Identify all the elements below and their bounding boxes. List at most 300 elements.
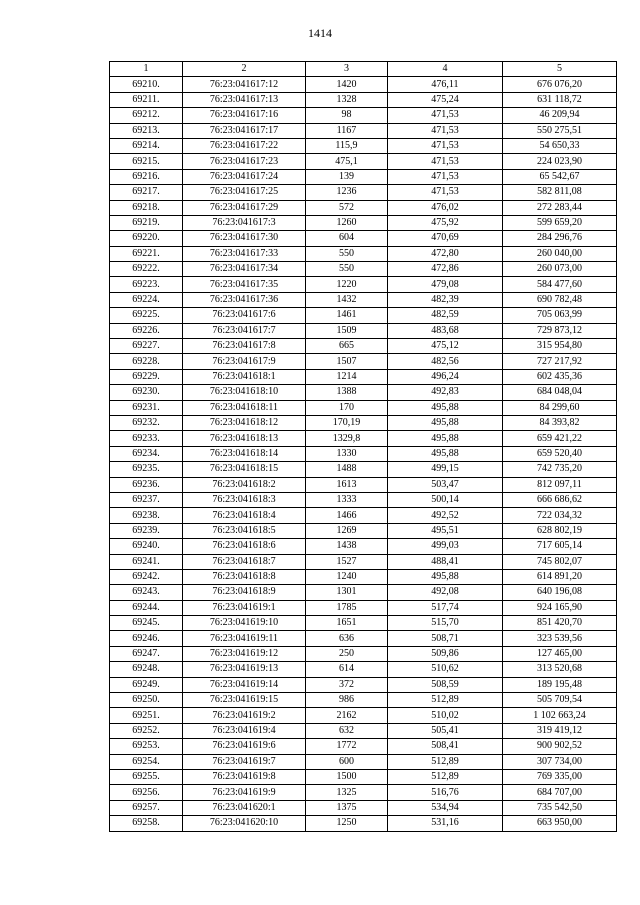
table-row [110, 277, 617, 292]
cadastral-number-cell: 76:23:041618:9 [183, 585, 306, 600]
row-number-cell: 69258. [110, 816, 183, 831]
row-number-cell: 69250. [110, 693, 183, 708]
area-cell: 1250 [306, 816, 388, 831]
cadastral-number-cell: 76:23:041619:1 [183, 600, 306, 615]
area-cell: 372 [306, 677, 388, 692]
cadastral-number-cell: 76:23:041617:29 [183, 200, 306, 215]
area-cell: 1651 [306, 616, 388, 631]
rate-cell: 510,62 [388, 662, 503, 677]
rate-cell: 471,53 [388, 154, 503, 169]
column-header: 5 [503, 62, 617, 77]
value-cell: 742 735,20 [503, 462, 617, 477]
table-row [110, 400, 617, 415]
row-number-cell: 69252. [110, 723, 183, 738]
value-cell: 769 335,00 [503, 769, 617, 784]
area-cell: 1325 [306, 785, 388, 800]
table-row [110, 600, 617, 615]
area-cell: 2162 [306, 708, 388, 723]
table-row [110, 662, 617, 677]
rate-cell: 482,56 [388, 354, 503, 369]
table-row [110, 646, 617, 661]
table-row [110, 477, 617, 492]
cadastral-number-cell: 76:23:041617:22 [183, 138, 306, 153]
table-row [110, 92, 617, 107]
value-cell: 189 195,48 [503, 677, 617, 692]
area-cell: 1260 [306, 215, 388, 230]
value-cell: 65 542,67 [503, 169, 617, 184]
cadastral-number-cell: 76:23:041618:2 [183, 477, 306, 492]
area-cell: 665 [306, 339, 388, 354]
area-cell: 1269 [306, 523, 388, 538]
row-number-cell: 69251. [110, 708, 183, 723]
value-cell: 659 520,40 [503, 446, 617, 461]
rate-cell: 515,70 [388, 616, 503, 631]
area-cell: 1500 [306, 769, 388, 784]
cadastral-number-cell: 76:23:041617:13 [183, 92, 306, 107]
table-row [110, 508, 617, 523]
value-cell: 505 709,54 [503, 693, 617, 708]
table-row [110, 616, 617, 631]
value-cell: 663 950,00 [503, 816, 617, 831]
cadastral-number-cell: 76:23:041617:8 [183, 339, 306, 354]
cadastral-number-cell: 76:23:041617:17 [183, 123, 306, 138]
cadastral-number-cell: 76:23:041620:10 [183, 816, 306, 831]
cadastral-number-cell: 76:23:041617:24 [183, 169, 306, 184]
rate-cell: 495,88 [388, 400, 503, 415]
row-number-cell: 69254. [110, 754, 183, 769]
area-cell: 1375 [306, 800, 388, 815]
rate-cell: 495,88 [388, 569, 503, 584]
table-row [110, 138, 617, 153]
value-cell: 84 299,60 [503, 400, 617, 415]
value-cell: 659 421,22 [503, 431, 617, 446]
rate-cell: 512,89 [388, 769, 503, 784]
table-row [110, 539, 617, 554]
row-number-cell: 69241. [110, 554, 183, 569]
area-cell: 1220 [306, 277, 388, 292]
rate-cell: 471,53 [388, 138, 503, 153]
rate-cell: 531,16 [388, 816, 503, 831]
row-number-cell: 69235. [110, 462, 183, 477]
table-row [110, 385, 617, 400]
row-number-cell: 69215. [110, 154, 183, 169]
rate-cell: 508,41 [388, 739, 503, 754]
area-cell: 550 [306, 246, 388, 261]
value-cell: 582 811,08 [503, 185, 617, 200]
row-number-cell: 69236. [110, 477, 183, 492]
rate-cell: 495,88 [388, 431, 503, 446]
cadastral-number-cell: 76:23:041618:14 [183, 446, 306, 461]
cadastral-number-cell: 76:23:041619:6 [183, 739, 306, 754]
cadastral-number-cell: 76:23:041619:4 [183, 723, 306, 738]
value-cell: 272 283,44 [503, 200, 617, 215]
cadastral-number-cell: 76:23:041619:8 [183, 769, 306, 784]
row-number-cell: 69247. [110, 646, 183, 661]
row-number-cell: 69227. [110, 339, 183, 354]
area-cell: 170,19 [306, 415, 388, 430]
table-row [110, 785, 617, 800]
table-row [110, 262, 617, 277]
area-cell: 1240 [306, 569, 388, 584]
table-row [110, 246, 617, 261]
rate-cell: 499,15 [388, 462, 503, 477]
cadastral-number-cell: 76:23:041618:5 [183, 523, 306, 538]
row-number-cell: 69214. [110, 138, 183, 153]
cadastral-number-cell: 76:23:041618:7 [183, 554, 306, 569]
row-number-cell: 69219. [110, 215, 183, 230]
area-cell: 1330 [306, 446, 388, 461]
row-number-cell: 69222. [110, 262, 183, 277]
rate-cell: 510,02 [388, 708, 503, 723]
rate-cell: 495,51 [388, 523, 503, 538]
value-cell: 307 734,00 [503, 754, 617, 769]
rate-cell: 470,69 [388, 231, 503, 246]
cadastral-number-cell: 76:23:041617:3 [183, 215, 306, 230]
table-header-row [110, 62, 617, 77]
area-cell: 475,1 [306, 154, 388, 169]
area-cell: 1438 [306, 539, 388, 554]
row-number-cell: 69216. [110, 169, 183, 184]
area-cell: 614 [306, 662, 388, 677]
rate-cell: 472,80 [388, 246, 503, 261]
value-cell: 690 782,48 [503, 292, 617, 307]
row-number-cell: 69221. [110, 246, 183, 261]
area-cell: 1507 [306, 354, 388, 369]
area-cell: 1388 [306, 385, 388, 400]
row-number-cell: 69218. [110, 200, 183, 215]
cadastral-number-cell: 76:23:041617:7 [183, 323, 306, 338]
table-row [110, 169, 617, 184]
area-cell: 98 [306, 108, 388, 123]
table-row [110, 431, 617, 446]
cadastral-number-cell: 76:23:041617:9 [183, 354, 306, 369]
value-cell: 127 465,00 [503, 646, 617, 661]
rate-cell: 495,88 [388, 415, 503, 430]
table-row [110, 292, 617, 307]
value-cell: 924 165,90 [503, 600, 617, 615]
table-body [110, 77, 617, 831]
table-row [110, 677, 617, 692]
value-cell: 631 118,72 [503, 92, 617, 107]
cadastral-number-cell: 76:23:041619:2 [183, 708, 306, 723]
cadastral-number-cell: 76:23:041617:33 [183, 246, 306, 261]
row-number-cell: 69237. [110, 492, 183, 507]
rate-cell: 516,76 [388, 785, 503, 800]
column-header: 4 [388, 62, 503, 77]
row-number-cell: 69230. [110, 385, 183, 400]
row-number-cell: 69212. [110, 108, 183, 123]
cadastral-number-cell: 76:23:041620:1 [183, 800, 306, 815]
cadastral-number-cell: 76:23:041618:6 [183, 539, 306, 554]
rate-cell: 488,41 [388, 554, 503, 569]
table-row [110, 231, 617, 246]
area-cell: 1420 [306, 77, 388, 92]
rate-cell: 479,08 [388, 277, 503, 292]
row-number-cell: 69253. [110, 739, 183, 754]
row-number-cell: 69249. [110, 677, 183, 692]
rate-cell: 508,59 [388, 677, 503, 692]
column-header: 2 [183, 62, 306, 77]
table-row [110, 77, 617, 92]
cadastral-number-cell: 76:23:041618:15 [183, 462, 306, 477]
row-number-cell: 69223. [110, 277, 183, 292]
column-header: 3 [306, 62, 388, 77]
row-number-cell: 69224. [110, 292, 183, 307]
area-cell: 1509 [306, 323, 388, 338]
row-number-cell: 69226. [110, 323, 183, 338]
row-number-cell: 69244. [110, 600, 183, 615]
value-cell: 284 296,76 [503, 231, 617, 246]
row-number-cell: 69239. [110, 523, 183, 538]
area-cell: 1466 [306, 508, 388, 523]
table-row [110, 462, 617, 477]
cadastral-number-cell: 76:23:041619:15 [183, 693, 306, 708]
rate-cell: 482,39 [388, 292, 503, 307]
area-cell: 604 [306, 231, 388, 246]
rate-cell: 500,14 [388, 492, 503, 507]
rate-cell: 492,08 [388, 585, 503, 600]
value-cell: 628 802,19 [503, 523, 617, 538]
table-row [110, 739, 617, 754]
area-cell: 1214 [306, 369, 388, 384]
rate-cell: 499,03 [388, 539, 503, 554]
cadastral-number-cell: 76:23:041617:30 [183, 231, 306, 246]
value-cell: 717 605,14 [503, 539, 617, 554]
row-number-cell: 69248. [110, 662, 183, 677]
table-row [110, 323, 617, 338]
value-cell: 319 419,12 [503, 723, 617, 738]
value-cell: 614 891,20 [503, 569, 617, 584]
row-number-cell: 69220. [110, 231, 183, 246]
table-row [110, 693, 617, 708]
value-cell: 684 048,04 [503, 385, 617, 400]
value-cell: 722 034,32 [503, 508, 617, 523]
cadastral-number-cell: 76:23:041619:9 [183, 785, 306, 800]
table-row [110, 123, 617, 138]
cadastral-number-cell: 76:23:041618:10 [183, 385, 306, 400]
table-row [110, 492, 617, 507]
table-row [110, 523, 617, 538]
cadastral-number-cell: 76:23:041618:12 [183, 415, 306, 430]
row-number-cell: 69211. [110, 92, 183, 107]
area-cell: 986 [306, 693, 388, 708]
table-row [110, 554, 617, 569]
data-table [109, 61, 617, 832]
area-cell: 1785 [306, 600, 388, 615]
table-row [110, 154, 617, 169]
rate-cell: 534,94 [388, 800, 503, 815]
area-cell: 1613 [306, 477, 388, 492]
value-cell: 735 542,50 [503, 800, 617, 815]
row-number-cell: 69234. [110, 446, 183, 461]
row-number-cell: 69242. [110, 569, 183, 584]
area-cell: 1236 [306, 185, 388, 200]
rate-cell: 492,83 [388, 385, 503, 400]
table-row [110, 446, 617, 461]
area-cell: 636 [306, 631, 388, 646]
rate-cell: 496,24 [388, 369, 503, 384]
area-cell: 170 [306, 400, 388, 415]
rate-cell: 475,24 [388, 92, 503, 107]
value-cell: 1 102 663,24 [503, 708, 617, 723]
row-number-cell: 69213. [110, 123, 183, 138]
rate-cell: 471,53 [388, 169, 503, 184]
rate-cell: 476,11 [388, 77, 503, 92]
value-cell: 729 873,12 [503, 323, 617, 338]
table-row [110, 185, 617, 200]
row-number-cell: 69232. [110, 415, 183, 430]
area-cell: 139 [306, 169, 388, 184]
table-row [110, 800, 617, 815]
value-cell: 260 040,00 [503, 246, 617, 261]
table-row [110, 200, 617, 215]
cadastral-number-cell: 76:23:041618:8 [183, 569, 306, 584]
cadastral-number-cell: 76:23:041617:12 [183, 77, 306, 92]
row-number-cell: 69240. [110, 539, 183, 554]
table-row [110, 354, 617, 369]
area-cell: 250 [306, 646, 388, 661]
column-header: 1 [110, 62, 183, 77]
value-cell: 640 196,08 [503, 585, 617, 600]
area-cell: 572 [306, 200, 388, 215]
cadastral-number-cell: 76:23:041617:35 [183, 277, 306, 292]
row-number-cell: 69256. [110, 785, 183, 800]
value-cell: 54 650,33 [503, 138, 617, 153]
table-row [110, 631, 617, 646]
area-cell: 1488 [306, 462, 388, 477]
table-row [110, 308, 617, 323]
cadastral-number-cell: 76:23:041618:3 [183, 492, 306, 507]
row-number-cell: 69228. [110, 354, 183, 369]
table-row [110, 569, 617, 584]
cadastral-number-cell: 76:23:041619:11 [183, 631, 306, 646]
table-row [110, 369, 617, 384]
area-cell: 600 [306, 754, 388, 769]
value-cell: 727 217,92 [503, 354, 617, 369]
table-row [110, 816, 617, 831]
rate-cell: 492,52 [388, 508, 503, 523]
table-row [110, 723, 617, 738]
cadastral-number-cell: 76:23:041618:11 [183, 400, 306, 415]
table-row [110, 339, 617, 354]
cadastral-number-cell: 76:23:041619:14 [183, 677, 306, 692]
value-cell: 224 023,90 [503, 154, 617, 169]
cadastral-number-cell: 76:23:041617:34 [183, 262, 306, 277]
rate-cell: 517,74 [388, 600, 503, 615]
cadastral-number-cell: 76:23:041617:36 [183, 292, 306, 307]
cadastral-number-cell: 76:23:041617:6 [183, 308, 306, 323]
table-row [110, 415, 617, 430]
row-number-cell: 69225. [110, 308, 183, 323]
row-number-cell: 69217. [110, 185, 183, 200]
value-cell: 84 393,82 [503, 415, 617, 430]
table-row [110, 585, 617, 600]
cadastral-number-cell: 76:23:041618:1 [183, 369, 306, 384]
row-number-cell: 69210. [110, 77, 183, 92]
rate-cell: 512,89 [388, 693, 503, 708]
cadastral-number-cell: 76:23:041617:23 [183, 154, 306, 169]
cadastral-number-cell: 76:23:041618:4 [183, 508, 306, 523]
value-cell: 46 209,94 [503, 108, 617, 123]
rate-cell: 508,71 [388, 631, 503, 646]
cadastral-number-cell: 76:23:041617:25 [183, 185, 306, 200]
value-cell: 705 063,99 [503, 308, 617, 323]
row-number-cell: 69233. [110, 431, 183, 446]
area-cell: 1772 [306, 739, 388, 754]
rate-cell: 509,86 [388, 646, 503, 661]
cadastral-number-cell: 76:23:041619:7 [183, 754, 306, 769]
value-cell: 599 659,20 [503, 215, 617, 230]
cadastral-number-cell: 76:23:041619:13 [183, 662, 306, 677]
rate-cell: 476,02 [388, 200, 503, 215]
value-cell: 676 076,20 [503, 77, 617, 92]
row-number-cell: 69246. [110, 631, 183, 646]
row-number-cell: 69257. [110, 800, 183, 815]
value-cell: 851 420,70 [503, 616, 617, 631]
cadastral-number-cell: 76:23:041619:12 [183, 646, 306, 661]
cadastral-number-cell: 76:23:041619:10 [183, 616, 306, 631]
rate-cell: 505,41 [388, 723, 503, 738]
rate-cell: 512,89 [388, 754, 503, 769]
cadastral-number-cell: 76:23:041618:13 [183, 431, 306, 446]
row-number-cell: 69245. [110, 616, 183, 631]
value-cell: 900 902,52 [503, 739, 617, 754]
value-cell: 315 954,80 [503, 339, 617, 354]
area-cell: 550 [306, 262, 388, 277]
cadastral-number-cell: 76:23:041617:16 [183, 108, 306, 123]
area-cell: 1527 [306, 554, 388, 569]
value-cell: 684 707,00 [503, 785, 617, 800]
value-cell: 812 097,11 [503, 477, 617, 492]
table-row [110, 769, 617, 784]
page-number: 1414 [308, 26, 332, 40]
value-cell: 666 686,62 [503, 492, 617, 507]
table-row [110, 708, 617, 723]
row-number-cell: 69238. [110, 508, 183, 523]
row-number-cell: 69229. [110, 369, 183, 384]
row-number-cell: 69243. [110, 585, 183, 600]
value-cell: 602 435,36 [503, 369, 617, 384]
value-cell: 584 477,60 [503, 277, 617, 292]
rate-cell: 471,53 [388, 123, 503, 138]
rate-cell: 471,53 [388, 108, 503, 123]
rate-cell: 503,47 [388, 477, 503, 492]
value-cell: 323 539,56 [503, 631, 617, 646]
table-row [110, 215, 617, 230]
table-row [110, 108, 617, 123]
area-cell: 115,9 [306, 138, 388, 153]
rate-cell: 475,92 [388, 215, 503, 230]
row-number-cell: 69231. [110, 400, 183, 415]
rate-cell: 475,12 [388, 339, 503, 354]
row-number-cell: 69255. [110, 769, 183, 784]
rate-cell: 495,88 [388, 446, 503, 461]
table-row [110, 754, 617, 769]
value-cell: 745 802,07 [503, 554, 617, 569]
area-cell: 632 [306, 723, 388, 738]
area-cell: 1461 [306, 308, 388, 323]
rate-cell: 471,53 [388, 185, 503, 200]
area-cell: 1432 [306, 292, 388, 307]
area-cell: 1329,8 [306, 431, 388, 446]
rate-cell: 482,59 [388, 308, 503, 323]
area-cell: 1167 [306, 123, 388, 138]
value-cell: 313 520,68 [503, 662, 617, 677]
value-cell: 260 073,00 [503, 262, 617, 277]
rate-cell: 472,86 [388, 262, 503, 277]
area-cell: 1333 [306, 492, 388, 507]
area-cell: 1328 [306, 92, 388, 107]
